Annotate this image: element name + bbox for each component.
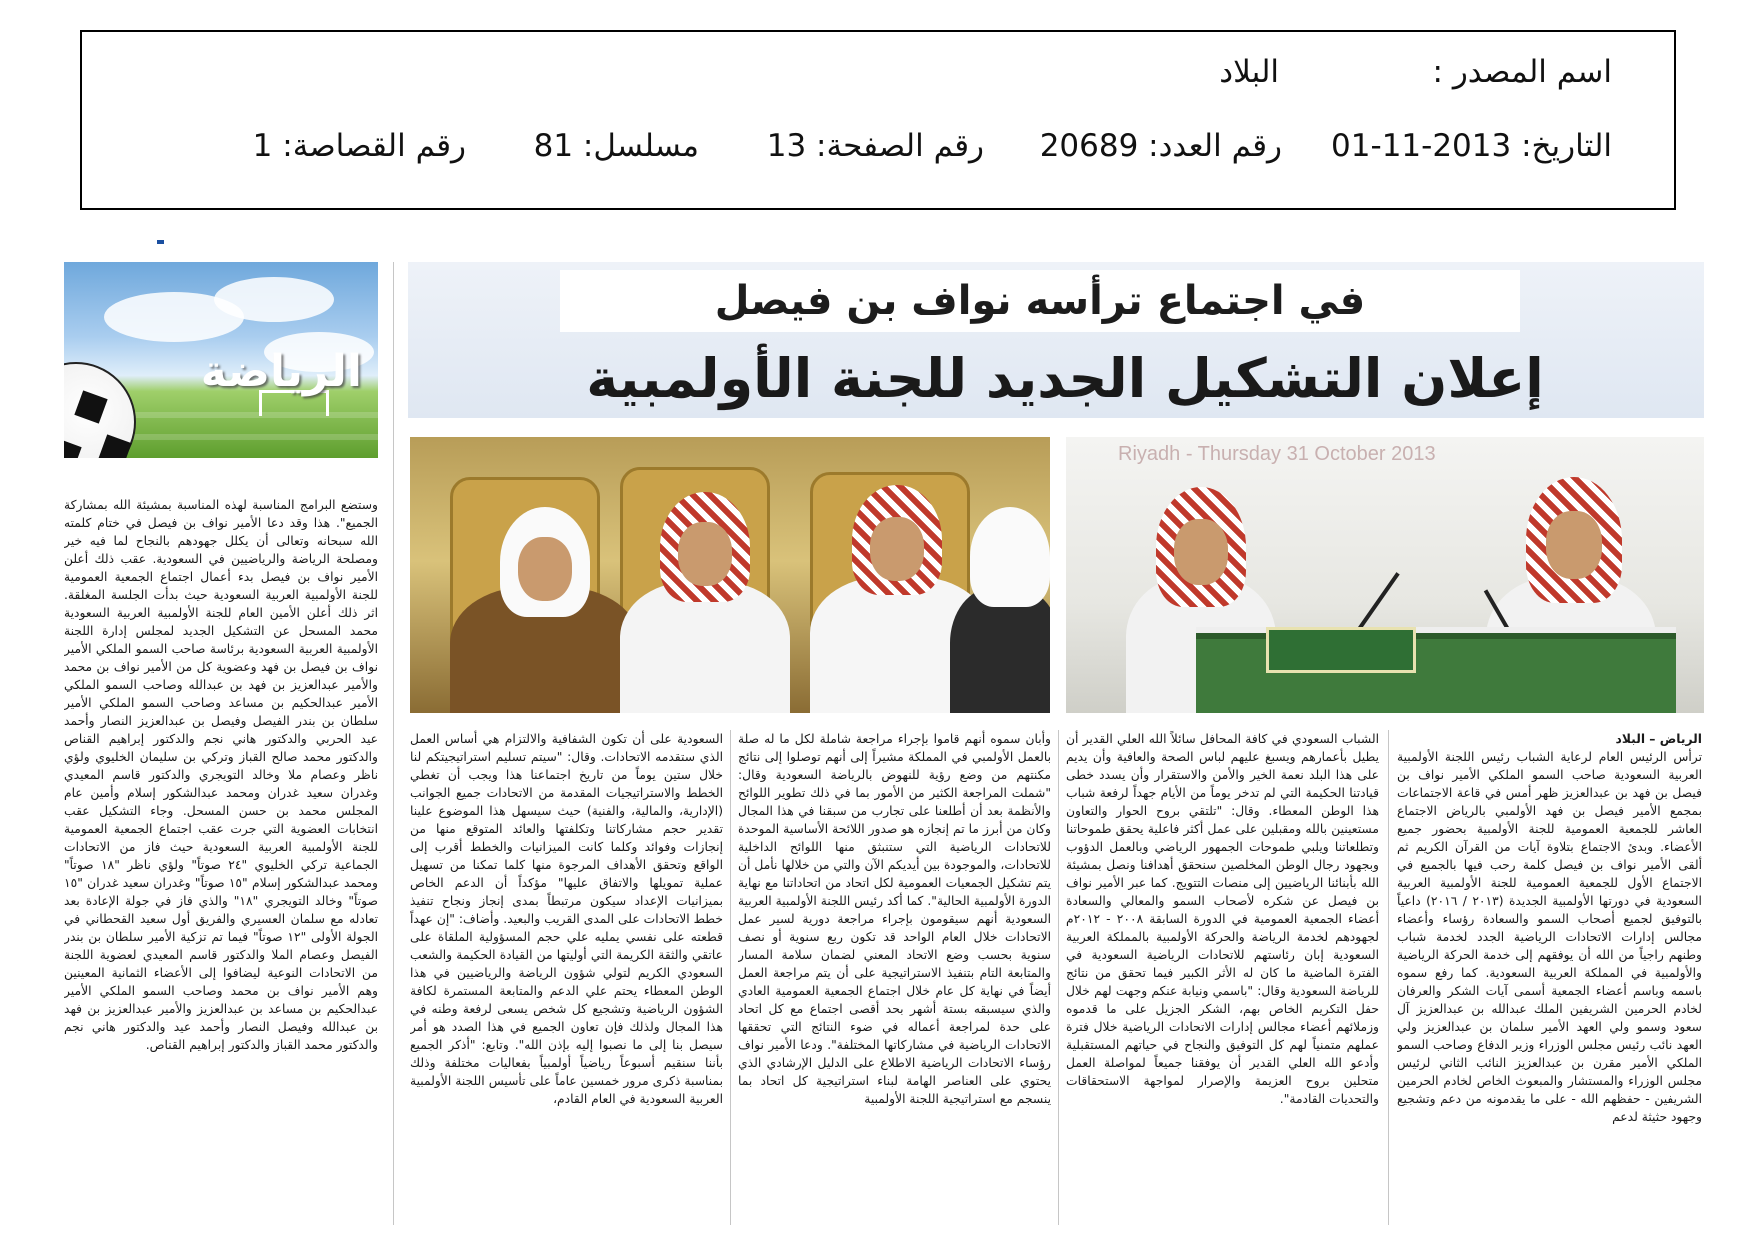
photo-banner-text: Riyadh - Thursday 31 October 2013 [1118,443,1436,465]
headline-kicker: في اجتماع ترأسه نواف بن فيصل [560,270,1520,332]
main-headline: إعلان التشكيل الجديد للجنة الأولمبية [586,347,1544,410]
article-column-2 [1066,730,1379,1225]
page-number-field: رقم الصفحة: 13 [766,128,984,164]
section-title: الرياضة [200,346,362,397]
column-rule [393,262,394,1225]
article-paragraph: الشباب السعودي في كافة المحافل سائلاً الله العلي القدير أن يطيل بأعمارهم ويسبغ عليهم لباس الصحة والعافية وأن يديم على هذا البلد نعمة الخير والأمن والاستقرار وأن يسدد خطى قيادتنا الحكيمة التي لم تدخر يوماً من الأيام جهداً لرفعة شباب هذا الوطن المعطاء. وقال: "تلتقي بروح الحوار والتعاون مستعينين بالله ومقبلين على عمل أكثر فاعلية يحقق طموحاتنا وتطلعاتنا ويلبي طموحات الجمهور الرياضي وبالعمل الدؤوب وبجهود رجال الوطن المخلصين سنحقق أهدافنا ونصل بمشيئة الله بأبنائنا الرياضيين إلى منصات التتويج. كما عبر الأمير نواف بن فيصل عن شكره لأصحاب السمو والمعالي والسعادة أعضاء الجمعية العمومية في الدورة السابقة ٢٠٠٨ - ٢٠١٢م لجهودهم لخدمة الرياضة والحركة الأولمبية بالمملكة العربية السعودية إبان رئاستهم للاتحادات الرياضية السعودية في الفترة الماضية ما كان له الأثر الكبير فيما تحقق من نتائج للرياضة السعودية وقال: "باسمي ونيابة عنكم وجهت لهم خلال حفل التكريم الخاص بهم، الشكر الجزيل على ما قدموه وزملائهم أعضاء مجالس إدارات الاتحادات الرياضية خلال فترة عملهم متمنياً لهم كل التوفيق والنجاح في حياتهم المستقبلية وأدعو الله العلي القدير أن يوفقنا جميعاً لمواصلة العمل متحلين بروح العزيمة والإصرار لمواجهة الاستحقاقات والتحديات القادمة". [1066,732,1379,1106]
issue-number-field: رقم العدد: 20689 [1039,128,1282,164]
article-paragraph: وأبان سموه أنهم قاموا بإجراء مراجعة شاملة لكل ما له صلة بالعمل الأولمبي في المملكة مشيراً إلى أنهم توصلوا إلى نتائج مكنتهم من وضع رؤية للنهوض بالرياضة السعودية وقال: "شملت المراجعة الكثير من الأمور بما في ذلك تطوير اللوائح والأنظمة بعد أن أطلعنا على تجارب من سبقنا في هذا المجال وكان من أبرز ما تم إنجازه هو صدور اللائحة الأساسية الموحدة للاتحادات الرياضية التي ستنبثق منها اللوائح الداخلية للاتحادات، والموجودة بين أيديكم الآن والتي من خلالها نأمل أن يتم تشكيل الجمعيات العمومية لكل اتحاد من اتحاداتنا مع نهاية الدورة الأولمبية الحالية". كما أكد رئيس اللجنة الأولمبية العربية السعودية أنهم سيقومون بإجراء مراجعة دورية لسير عمل الاتحادات خلال العام الواحد قد تكون ربع سنوية أو نصف سنوية بحسب وضع الاتحاد المعني لضمان سلامة المسار والمتابعة التام بتنفيذ الاستراتيجية على أن يتم مراجعة العمل أيضاً في نهاية كل عام خلال اجتماع الجمعية العمومية العادي والذي سيسبقه بستة أشهر بحد أقصى اجتماع مع كل اتحاد على حدة لمراجعة أعماله في ضوء النتائج التي تحققها الاتحادات الرياضية في مشاركاتها المختلفة". ودعا الأمير نواف رؤساء الاتحادات الرياضية الاطلاع على الدليل الإرشادي الذي يحتوي على العناصر الهامة لبناء استراتيجية كل اتحاد بما ينسجم مع استراتيجية اللجنة الأولمبية [738,732,1051,1106]
source-value: البلاد [1219,54,1279,90]
photo-meeting-podium [1066,437,1704,713]
clip-number-field: رقم القصاصة: 1 [252,128,466,164]
article-byline: الرياض – البلاد [1615,732,1702,746]
article-paragraph: ترأس الرئيس العام لرعاية الشباب رئيس اللجنة الأولمبية العربية السعودية صاحب السمو الملكي الأمير نواف بن فيصل بن فهد بن عبدالعزيز ظهر أمس في قاعة الاجتماعات بمجمع الأمير فيصل بن فهد الأولمبي بالرياض الاجتماع العاشر للجمعية العمومية للجنة الأولمبية بحضور جميع الأعضاء. وبدئ الاجتماع بتلاوة آيات من القرآن الكريم ثم ألقى الأمير نواف بن فيصل كلمة رحب فيها بالجميع في الاجتماع الأول للجمعية العمومية للجنة الأولمبية العربية السعودية في دورتها الأولمبية الجديدة (٢٠١٣ / ٢٠١٦) داعياً بالتوفيق لجميع أصحاب السمو والسعادة رؤساء وأعضاء مجالس إدارات الاتحادات الرياضية الجدد لخدمة شباب وطنهم راجياً من الله أن يوفقهم إلى خدمة الحركة الرياضية والأولمبية في المملكة العربية السعودية. كما رفع سموه باسمه وباسم أعضاء الجمعية أسمى آيات الشكر والعرفان لخادم الحرمين الشريفين الملك عبدالله بن عبدالعزيز آل سعود وسمو ولي العهد الأمير سلمان بن عبدالعزيز ولي العهد نائب رئيس مجلس الوزراء وزير الدفاع وصاحب السمو الملكي الأمير مقرن بن عبدالعزيز النائب الثاني لرئيس مجلس الوزراء والمستشار والمبعوث الخاص لخادم الحرمين الشريفين - حفظهم الله - على ما يقدمونه من دعم وتشجيع وجهود حثيثة لدعم [1397,750,1702,1124]
source-label: اسم المصدر : [1432,54,1612,90]
article-column-3 [738,730,1051,1225]
serial-field: مسلسل: 81 [533,128,699,164]
date-field: التاريخ: 2013-11-01 [1331,128,1612,164]
article-column-5 [64,496,378,1228]
photo-officials-seated [410,437,1050,713]
sport-section-banner [64,262,378,458]
article-paragraph: وستضع البرامج المناسبة لهذه المناسبة بمشيئة الله بمشاركة الجميع". هذا وقد دعا الأمير نواف بن فيصل في ختام كلمته الله سبحانه وتعالى أن يكلل جهودهم بالنجاح لما فيه خير ومصلحة الرياضة والرياضيين في السعودية. عقب ذلك أعلن الأمير نواف بن فيصل بدء أعمال اجتماع الجمعية العمومية للجنة الأولمبية العربية السعودية حيث بدأت الجلسة المغلقة. اثر ذلك أعلن الأمين العام للجنة الأولمبية العربية السعودية محمد المسحل عن التشكيل الجديد لمجلس إدارة اللجنة الأولمبية العربية السعودية برئاسة صاحب السمو الملكي الأمير نواف بن فيصل بن فهد وعضوية كل من الأمير نواف بن محمد والأمير عبدالعزيز بن فهد بن عبدالله وصاحب السمو الملكي الأمير عبدالحكيم بن مساعد وصاحب السمو الملكي الأمير سلطان بن بندر الفيصل وفيصل بن عبدالعزيز النصار وأحمد عيد الحربي والدكتور هاني نجم والدكتور إبراهيم القناص والدكتور محمد صالح القباز وتركي بن سليمان الخليوي ولؤي ناظر وعصام ملا وخالد التويجري والدكتور قاسم المعيدي وغدران سعيد غدران ومحمد عبدالشكور إسلام وأمين عام المجلس محمد بن حسن المسحل. وجاء التشكيل عقب انتخابات العضوية التي جرت عقب اجتماع الجمعية العمومية للجنة الأولمبية العربية السعودية حيث فاز من الاتحادات الجماعية تركي الخليوي "٢٤ صوتاً" ولؤي ناظر "١٨ صوتاً" ومحمد عبدالشكور إسلام "١٥ صوتاً" وغدران سعيد غدران "١٥ صوتاً" وخالد التويجري "١٨" والذي فاز في جولة الإعادة بعد تعادله مع سلمان العسيري والفريق أول سعيد القحطاني في الجولة الأولى "١٢ صوتاً" فيما تم تزكية الأمير سلطان بن بندر الفيصل وعصام الملا والدكتور قاسم المعيدي لعضوية اللجنة من الاتحادات النوعية ليضافوا إلى الأعضاء الثمانية المعينين وهم الأمير نواف بن محمد وصاحب السمو الملكي الأمير عبدالحكيم بن مساعد بن عبدالعزيز والأمير عبدالعزيز بن فهد بن عبدالله وفيصل النصار وأحمد عيد والدكتور هاني نجم والدكتور محمد القباز والدكتور إبراهيم القناص. [64,498,378,1052]
nameplate [1266,627,1416,673]
article-paragraph: السعودية على أن تكون الشفافية والالتزام هي أساس العمل الذي ستقدمه الاتحادات. وقال: "سيتم تسليم استراتيجيتكم لنا خلال ستين يوماً من تاريخ اجتماعنا هذا ويجب أن تغطي الخطط والاستراتيجيات المقدمة من الاتحادات جميع الجوانب (الإدارية، والمالية، والفنية) حيث سيسهل هذا الموضوع علينا تقدير حجم مشاركاتنا وتكلفتها والعائد المتوقع منها من إنجازات وفوائد وكلما كانت الميزانيات والخطط أقرب إلى الواقع وتحقق الأهداف المرجوة منها كلما تمكنا من تسهيل عملية تمويلها والاتفاق عليها" مؤكداً أن الدعم الخاص بميزانيات الإعداد سيكون مرتبطاً بمدى إنجاز ونجاح تنفيذ خطط الاتحادات على المدى القريب والبعيد. وأضاف: "إن عهداً قطعته على نفسي يمليه علي حجم المسؤولية الملقاة على عاتقي والثقة الكريمة التي أوليتها من القيادة الحكيمة والشعب السعودي الكريم لتولي شؤون الرياضة والرياضيين في هذا الوطن المعطاء يحتم علي الدعم والمتابعة المستمرة لكافة الشؤون الرياضية وتشجيع كل شخص يسعى لرفعة وطنه في هذا المجال ولذلك فإن تعاون الجميع في هذا الصدد هو أمر سيصل بنا إلى ما نصبوا إليه بإذن الله". وتابع: "أذكر الجميع بأننا سنقيم أسبوعاً رياضياً أولمبياً بفعاليات مختلفة وذلك بمناسبة ذكرى مرور خمسين عاماً على تأسيس اللجنة الأولمبية العربية السعودية في العام القادم، [410,732,723,1106]
column-rule [1058,730,1059,1225]
source-metadata-box [80,30,1676,210]
article-column-4 [410,730,723,1225]
column-rule [1388,730,1389,1225]
soccer-ball-icon [64,362,136,458]
article-column-1 [1397,730,1702,1225]
decorative-dash [157,240,164,244]
column-rule [730,730,731,1225]
cloud-shape [214,277,334,322]
microphone-icon [1356,572,1399,632]
